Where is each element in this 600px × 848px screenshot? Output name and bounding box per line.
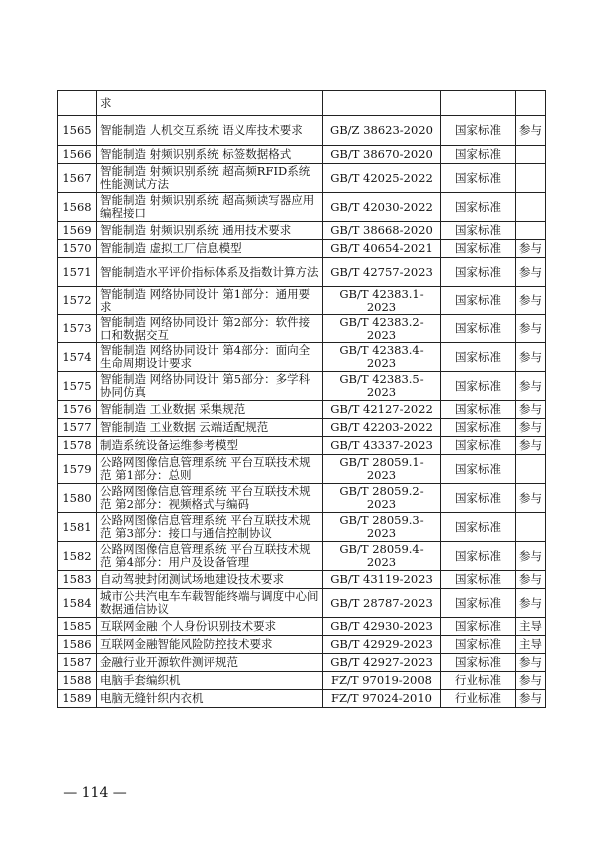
standard-name-cell: 公路网图像信息管理系统 平台互联技术规范 第1部分：总则 bbox=[97, 455, 323, 484]
table-row bbox=[58, 91, 546, 116]
table-row bbox=[58, 343, 546, 372]
standard-name-cell: 公路网图像信息管理系统 平台互联技术规范 第2部分：视频格式与编码 bbox=[97, 484, 323, 513]
participation-role-cell: 参与 bbox=[516, 654, 546, 672]
standard-code-cell: GB/T 28059.2-2023 bbox=[323, 484, 441, 513]
standard-name-cell: 电脑无缝针织内衣机 bbox=[97, 690, 323, 708]
standard-type-cell: 国家标准 bbox=[441, 455, 516, 484]
standard-name-cell: 智能制造 网络协同设计 第2部分：软件接口和数据交互 bbox=[97, 315, 323, 343]
standard-name-cell: 智能制造 虚拟工厂信息模型 bbox=[97, 240, 323, 258]
standard-type-cell: 国家标准 bbox=[441, 589, 516, 618]
row-number-cell: 1577 bbox=[58, 419, 97, 437]
table-row bbox=[58, 636, 546, 654]
standard-type-cell: 国家标准 bbox=[441, 222, 516, 240]
participation-role-cell bbox=[516, 222, 546, 240]
participation-role-cell bbox=[516, 455, 546, 484]
page-number: — 114 — bbox=[63, 785, 127, 801]
standard-type-cell: 国家标准 bbox=[441, 193, 516, 222]
participation-role-cell: 参与 bbox=[516, 437, 546, 455]
standard-type-cell: 国家标准 bbox=[441, 513, 516, 542]
standard-type-cell: 国家标准 bbox=[441, 343, 516, 372]
standard-code-cell: GB/T 42383.2-2023 bbox=[323, 315, 441, 343]
standard-code-cell: GB/T 28059.3-2023 bbox=[323, 513, 441, 542]
standard-name-cell: 制造系统设备运维参考模型 bbox=[97, 437, 323, 455]
standard-code-cell: GB/T 42383.4-2023 bbox=[323, 343, 441, 372]
standard-code-cell: GB/T 28787-2023 bbox=[323, 589, 441, 618]
standard-name-cell: 智能制造 网络协同设计 第1部分：通用要求 bbox=[97, 287, 323, 315]
table-row bbox=[58, 193, 546, 222]
table-row bbox=[58, 589, 546, 618]
participation-role-cell: 参与 bbox=[516, 690, 546, 708]
participation-role-cell: 参与 bbox=[516, 315, 546, 343]
standard-code-cell: GB/T 43119-2023 bbox=[323, 571, 441, 589]
row-number-cell: 1580 bbox=[58, 484, 97, 513]
participation-role-cell bbox=[516, 91, 546, 116]
standard-code-cell: GB/T 38668-2020 bbox=[323, 222, 441, 240]
standard-name-cell: 智能制造 射频识别系统 超高频读写器应用编程接口 bbox=[97, 193, 323, 222]
participation-role-cell: 参与 bbox=[516, 343, 546, 372]
standard-type-cell bbox=[441, 91, 516, 116]
standards-table-body bbox=[58, 91, 546, 708]
standard-code-cell: GB/T 28059.4-2023 bbox=[323, 542, 441, 571]
participation-role-cell bbox=[516, 513, 546, 542]
table-row bbox=[58, 372, 546, 401]
table-row bbox=[58, 146, 546, 164]
standards-table bbox=[57, 90, 546, 708]
row-number-cell: 1574 bbox=[58, 343, 97, 372]
table-row bbox=[58, 240, 546, 258]
standard-type-cell: 国家标准 bbox=[441, 401, 516, 419]
participation-role-cell: 参与 bbox=[516, 258, 546, 287]
standard-code-cell: GB/T 42025-2022 bbox=[323, 164, 441, 193]
table-row bbox=[58, 437, 546, 455]
standard-code-cell: FZ/T 97024-2010 bbox=[323, 690, 441, 708]
table-row bbox=[58, 690, 546, 708]
row-number-cell: 1565 bbox=[58, 116, 97, 146]
participation-role-cell: 参与 bbox=[516, 484, 546, 513]
row-number-cell: 1579 bbox=[58, 455, 97, 484]
row-number-cell: 1586 bbox=[58, 636, 97, 654]
standard-name-cell: 互联网金融 个人身份识别技术要求 bbox=[97, 618, 323, 636]
participation-role-cell bbox=[516, 146, 546, 164]
standard-code-cell: GB/T 42757-2023 bbox=[323, 258, 441, 287]
table-row bbox=[58, 287, 546, 315]
standard-type-cell: 国家标准 bbox=[441, 372, 516, 401]
standard-code-cell: GB/T 42929-2023 bbox=[323, 636, 441, 654]
table-row bbox=[58, 484, 546, 513]
row-number-cell: 1581 bbox=[58, 513, 97, 542]
standard-name-cell: 智能制造 射频识别系统 通用技术要求 bbox=[97, 222, 323, 240]
row-number-cell: 1569 bbox=[58, 222, 97, 240]
standard-type-cell: 国家标准 bbox=[441, 164, 516, 193]
row-number-cell: 1584 bbox=[58, 589, 97, 618]
standard-type-cell: 国家标准 bbox=[441, 419, 516, 437]
participation-role-cell: 主导 bbox=[516, 636, 546, 654]
participation-role-cell: 参与 bbox=[516, 287, 546, 315]
standard-name-cell: 智能制造 射频识别系统 标签数据格式 bbox=[97, 146, 323, 164]
participation-role-cell: 参与 bbox=[516, 419, 546, 437]
table-row bbox=[58, 401, 546, 419]
participation-role-cell: 参与 bbox=[516, 240, 546, 258]
table-row bbox=[58, 164, 546, 193]
row-number-cell: 1585 bbox=[58, 618, 97, 636]
table-row bbox=[58, 618, 546, 636]
row-number-cell: 1587 bbox=[58, 654, 97, 672]
standard-name-cell: 城市公共汽电车车载智能终端与调度中心间数据通信协议 bbox=[97, 589, 323, 618]
standard-name-cell: 智能制造 网络协同设计 第5部分：多学科协同仿真 bbox=[97, 372, 323, 401]
row-number-cell: 1582 bbox=[58, 542, 97, 571]
table-row bbox=[58, 672, 546, 690]
standard-code-cell: GB/T 42927-2023 bbox=[323, 654, 441, 672]
standard-code-cell: GB/Z 38623-2020 bbox=[323, 116, 441, 146]
row-number-cell: 1578 bbox=[58, 437, 97, 455]
standard-type-cell: 国家标准 bbox=[441, 116, 516, 146]
standard-code-cell: GB/T 42030-2022 bbox=[323, 193, 441, 222]
participation-role-cell: 参与 bbox=[516, 542, 546, 571]
row-number-cell: 1575 bbox=[58, 372, 97, 401]
row-number-cell: 1573 bbox=[58, 315, 97, 343]
table-row bbox=[58, 222, 546, 240]
standard-name-cell: 公路网图像信息管理系统 平台互联技术规范 第3部分：接口与通信控制协议 bbox=[97, 513, 323, 542]
row-number-cell: 1572 bbox=[58, 287, 97, 315]
standard-name-cell: 智能制造 网络协同设计 第4部分：面向全生命周期设计要求 bbox=[97, 343, 323, 372]
standard-code-cell: GB/T 42203-2022 bbox=[323, 419, 441, 437]
row-number-cell: 1576 bbox=[58, 401, 97, 419]
standard-name-cell: 智能制造 人机交互系统 语义库技术要求 bbox=[97, 116, 323, 146]
row-number-cell: 1583 bbox=[58, 571, 97, 589]
row-number-cell: 1567 bbox=[58, 164, 97, 193]
standard-type-cell: 国家标准 bbox=[441, 571, 516, 589]
table-row bbox=[58, 455, 546, 484]
row-number-cell: 1571 bbox=[58, 258, 97, 287]
standard-type-cell: 行业标准 bbox=[441, 690, 516, 708]
standard-type-cell: 国家标准 bbox=[441, 437, 516, 455]
standard-type-cell: 行业标准 bbox=[441, 672, 516, 690]
participation-role-cell: 参与 bbox=[516, 571, 546, 589]
standard-code-cell: GB/T 42383.5-2023 bbox=[323, 372, 441, 401]
table-row bbox=[58, 116, 546, 146]
participation-role-cell: 参与 bbox=[516, 589, 546, 618]
participation-role-cell: 参与 bbox=[516, 672, 546, 690]
standard-type-cell: 国家标准 bbox=[441, 636, 516, 654]
standard-code-cell: GB/T 40654-2021 bbox=[323, 240, 441, 258]
standard-type-cell: 国家标准 bbox=[441, 654, 516, 672]
standard-code-cell: FZ/T 97019-2008 bbox=[323, 672, 441, 690]
standard-name-cell: 金融行业开源软件测评规范 bbox=[97, 654, 323, 672]
standard-name-cell: 公路网图像信息管理系统 平台互联技术规范 第4部分：用户及设备管理 bbox=[97, 542, 323, 571]
standard-code-cell: GB/T 42127-2022 bbox=[323, 401, 441, 419]
table-row bbox=[58, 315, 546, 343]
participation-role-cell: 参与 bbox=[516, 401, 546, 419]
standard-type-cell: 国家标准 bbox=[441, 146, 516, 164]
participation-role-cell: 参与 bbox=[516, 116, 546, 146]
standard-name-cell: 智能制造 工业数据 云端适配规范 bbox=[97, 419, 323, 437]
participation-role-cell: 参与 bbox=[516, 372, 546, 401]
standard-name-cell: 求 bbox=[97, 91, 323, 116]
standard-code-cell: GB/T 28059.1-2023 bbox=[323, 455, 441, 484]
standard-type-cell: 国家标准 bbox=[441, 240, 516, 258]
table-row bbox=[58, 571, 546, 589]
row-number-cell bbox=[58, 91, 97, 116]
table-row bbox=[58, 654, 546, 672]
standard-name-cell: 自动驾驶封闭测试场地建设技术要求 bbox=[97, 571, 323, 589]
standard-code-cell: GB/T 43337-2023 bbox=[323, 437, 441, 455]
standard-code-cell: GB/T 42383.1-2023 bbox=[323, 287, 441, 315]
participation-role-cell: 主导 bbox=[516, 618, 546, 636]
standard-type-cell: 国家标准 bbox=[441, 258, 516, 287]
standard-name-cell: 互联网金融智能风险防控技术要求 bbox=[97, 636, 323, 654]
standard-type-cell: 国家标准 bbox=[441, 287, 516, 315]
row-number-cell: 1568 bbox=[58, 193, 97, 222]
row-number-cell: 1589 bbox=[58, 690, 97, 708]
standard-name-cell: 智能制造 射频识别系统 超高频RFID系统性能测试方法 bbox=[97, 164, 323, 193]
row-number-cell: 1588 bbox=[58, 672, 97, 690]
row-number-cell: 1566 bbox=[58, 146, 97, 164]
participation-role-cell bbox=[516, 164, 546, 193]
table-row bbox=[58, 419, 546, 437]
standard-type-cell: 国家标准 bbox=[441, 484, 516, 513]
standard-code-cell bbox=[323, 91, 441, 116]
standard-type-cell: 国家标准 bbox=[441, 542, 516, 571]
standard-code-cell: GB/T 38670-2020 bbox=[323, 146, 441, 164]
standard-code-cell: GB/T 42930-2023 bbox=[323, 618, 441, 636]
standard-name-cell: 电脑手套编织机 bbox=[97, 672, 323, 690]
participation-role-cell bbox=[516, 193, 546, 222]
standard-type-cell: 国家标准 bbox=[441, 315, 516, 343]
table-row bbox=[58, 513, 546, 542]
table-row bbox=[58, 258, 546, 287]
row-number-cell: 1570 bbox=[58, 240, 97, 258]
standard-type-cell: 国家标准 bbox=[441, 618, 516, 636]
standard-name-cell: 智能制造 工业数据 采集规范 bbox=[97, 401, 323, 419]
table-row bbox=[58, 542, 546, 571]
standard-name-cell: 智能制造水平评价指标体系及指数计算方法 bbox=[97, 258, 323, 287]
